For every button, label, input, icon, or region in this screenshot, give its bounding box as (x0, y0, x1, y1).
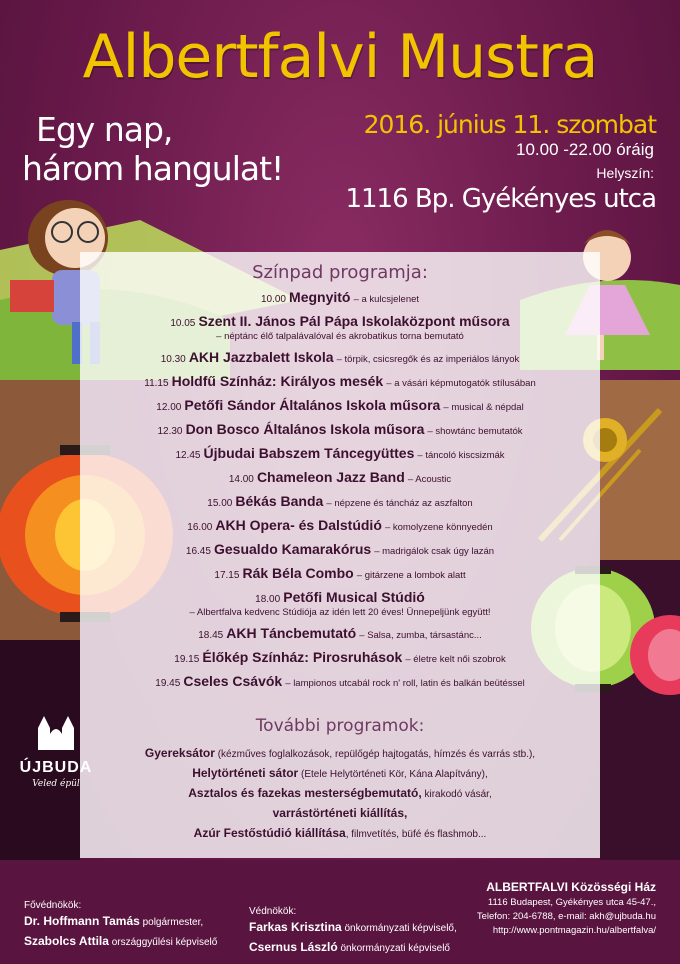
program-item: 11.15 Holdfű Színház: Királyos mesék – a vásári képmutogatók stílusában (144, 373, 536, 389)
program-item: 18.00 Petőfi Musical Stúdió (255, 589, 425, 605)
ujbuda-logo (16, 710, 96, 789)
organizer-contact: Telefon: 204-6788, e-mail: akh@ujbuda.hu (476, 911, 656, 922)
stage-program-list (80, 291, 600, 690)
venue-address: 1116 Bp. Gyékényes utca (345, 184, 656, 214)
church-towers-icon (34, 710, 78, 750)
more-program-line: Helytörténeti sátor (Etele Helytörténeti Kör, Kána Alapítvány), (192, 766, 488, 780)
more-program-line: varrástörténeti kiállítás, (272, 806, 408, 820)
organizer-info (477, 878, 656, 938)
more-program-line: Azúr Festőstúdió kiállítása, filmvetítés, büfé és flashmob... (193, 826, 487, 840)
program-item: 16.00 AKH Opera- és Dalstúdió – komolyzene könnyedén (187, 517, 493, 533)
program-item: 16.45 Gesualdo Kamarakórus – madrigálok csak úgy lazán (185, 541, 495, 557)
supporters-label: Védnökök: (249, 906, 297, 917)
supporter: Csernus László önkormányzati képviselő (249, 940, 450, 954)
event-date: 2016. június 11. szombat (363, 110, 656, 139)
more-program-line: Gyereksátor (kézműves foglalkozások, repülőgép hajtogatás, hímzés és varrás stb.), (144, 746, 536, 760)
program-item-subtitle: – Albertfalva kedvenc Stúdiója az idén lett 20 éves! Ünnepeljünk együtt! (189, 607, 491, 618)
venue-label: Helyszín: (596, 165, 654, 181)
supporter: Farkas Krisztina önkormányzati képviselő, (249, 920, 457, 934)
program-item: 10.05 Szent II. János Pál Pápa Iskolaközpont műsora (170, 313, 510, 329)
tagline-line-2: három hangulat! (22, 149, 284, 188)
program-item: 10.00 Megnyitó – a kulcsjelenet (260, 289, 420, 305)
program-item: 18.45 AKH Táncbemutató – Salsa, zumba, társastánc... (198, 625, 482, 641)
program-item-subtitle: – néptánc élő talpalávalóval és akrobatikus torna bemutató (216, 331, 464, 342)
program-item: 10.30 AKH Jazzbalett Iskola – törpik, csicsregők és az imperiálos lányok (160, 349, 520, 365)
program-item: 14.00 Chameleon Jazz Band – Acoustic (228, 469, 452, 485)
patron: Dr. Hoffmann Tamás polgármester, (24, 914, 204, 928)
event-title: Albertfalvi Mustra (82, 22, 598, 92)
more-program-line: Asztalos és fazekas mesterségbemutató, kirakodó vásár, (188, 786, 492, 800)
patrons-list (24, 912, 217, 952)
program-item: 19.45 Cseles Csávók – lampionos utcabál rock n' roll, latin és balkán beütéssel (155, 673, 525, 689)
more-programs-list (80, 744, 600, 844)
patrons-label: Fővédnökök: (24, 900, 82, 911)
program-item: 12.45 Újbudai Babszem Táncegyüttes – táncoló kiscsizmák (175, 445, 505, 461)
more-programs-heading: További programok: (255, 716, 425, 736)
organizer-name: ALBERTFALVI Közösségi Ház (486, 880, 656, 894)
logo-name: ÚJBUDA (19, 759, 93, 776)
program-item: 12.30 Don Bosco Általános Iskola műsora – showtánc bemutatók (157, 421, 523, 437)
organizer-address: 1116 Budapest, Gyékényes utca 45-47., (487, 897, 656, 908)
event-hours: 10.00 -22.00 óráig (516, 140, 654, 159)
patron: Szabolcs Attila országgyűlési képviselő (24, 934, 218, 948)
program-item: 12.00 Petőfi Sándor Általános Iskola műsora – musical & népdal (156, 397, 524, 413)
stage-program-heading: Színpad programja: (252, 262, 428, 283)
tagline-line-1: Egy nap, (36, 110, 173, 149)
supporters-list (249, 918, 457, 958)
tagline (22, 110, 283, 188)
program-item: 19.15 Élőkép Színház: Pirosruhások – életre kelt női szobrok (174, 649, 506, 665)
logo-slogan: Veled épül (32, 779, 80, 789)
program-item: 15.00 Békás Banda – népzene és táncház az aszfalton (207, 493, 473, 509)
program-item: 17.15 Rák Béla Combo – gitárzene a lombok alatt (214, 565, 466, 581)
organizer-website[interactable]: http://www.pontmagazin.hu/albertfalva/ (492, 925, 656, 936)
